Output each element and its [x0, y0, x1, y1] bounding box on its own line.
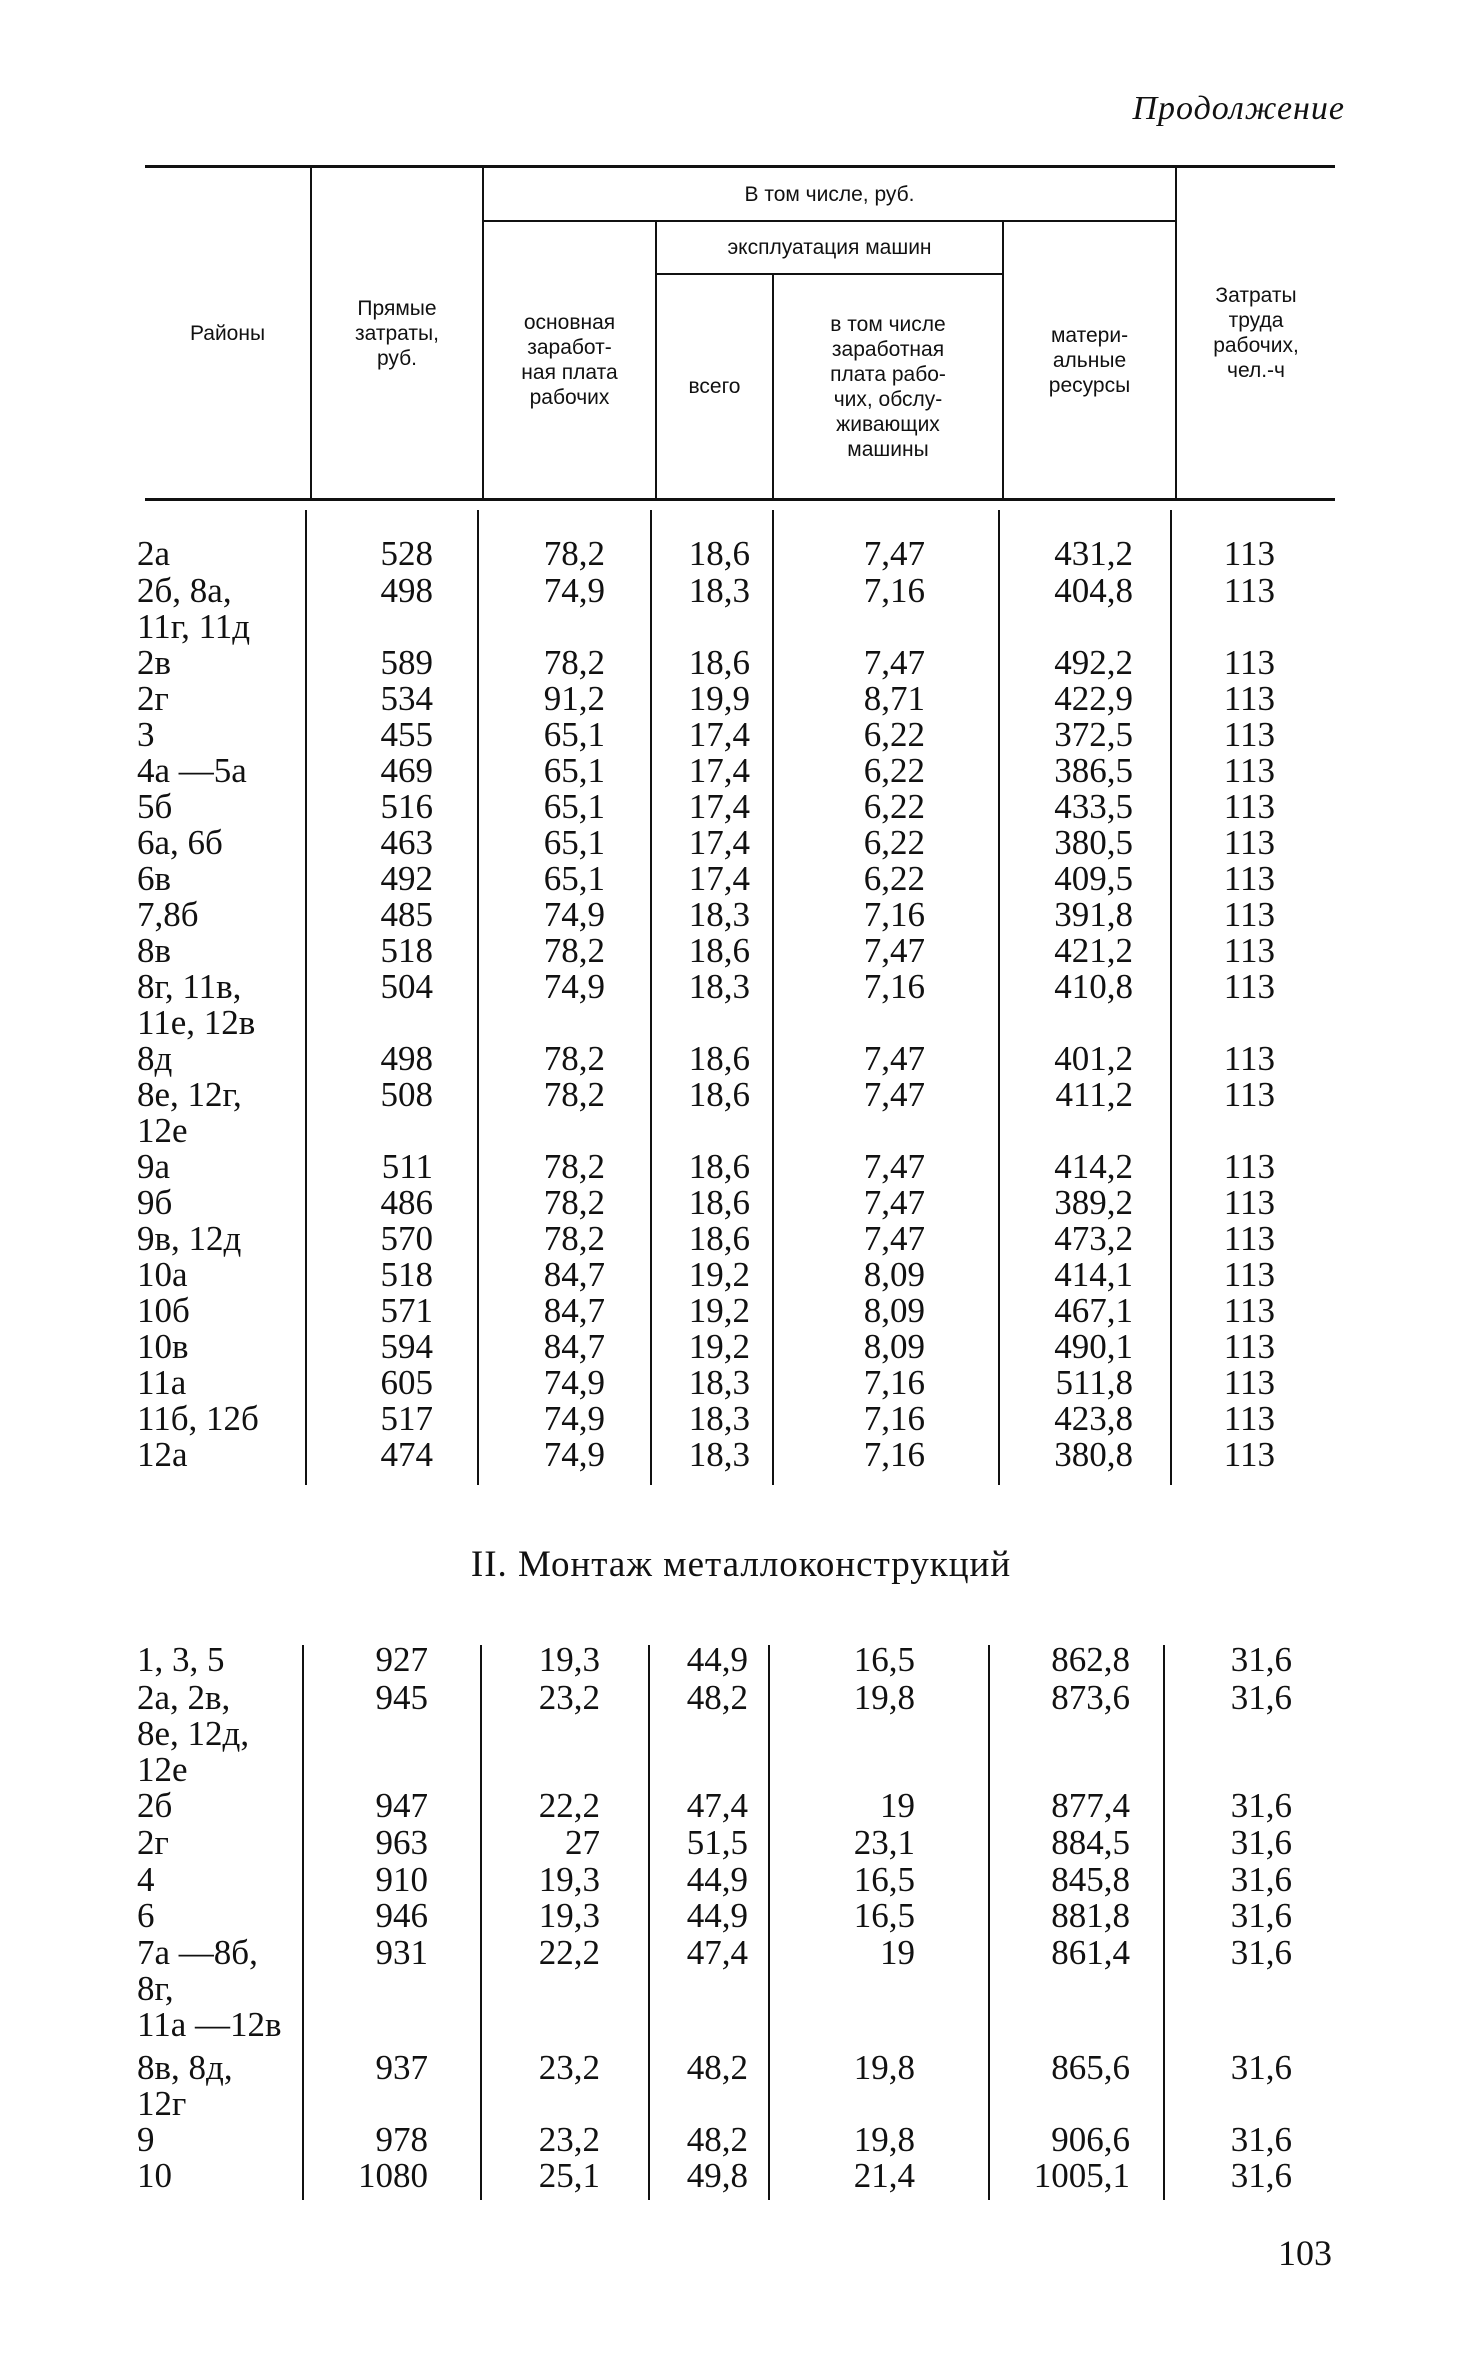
materials-cell: 386,5 — [1054, 751, 1133, 790]
materials-cell: 409,5 — [1054, 859, 1133, 898]
direct-costs-cell: 455 — [380, 715, 433, 754]
direct-costs-cell: 504 — [380, 967, 433, 1006]
materials-cell: 1005,1 — [1033, 2156, 1130, 2195]
district-cell: 8в — [137, 931, 172, 970]
column-divider — [998, 510, 1000, 1485]
column-divider — [772, 510, 774, 1485]
district-cell: 9а — [137, 1147, 171, 1186]
base-wages-cell: 65,1 — [543, 859, 605, 898]
direct-costs-cell: 498 — [380, 1039, 433, 1078]
labor-cell: 113 — [1223, 751, 1275, 790]
machines-total-cell: 47,4 — [686, 1786, 748, 1825]
direct-costs-cell: 474 — [380, 1435, 433, 1474]
direct-costs-cell: 534 — [380, 679, 433, 718]
machines-total-cell: 44,9 — [686, 1860, 748, 1899]
materials-cell: 881,8 — [1051, 1896, 1130, 1935]
machine-wages-cell: 7,16 — [863, 1435, 925, 1474]
base-wages-cell: 23,2 — [538, 2048, 600, 2087]
materials-cell: 877,4 — [1051, 1786, 1130, 1825]
column-divider — [1163, 1645, 1165, 2200]
direct-costs-cell: 517 — [380, 1399, 433, 1438]
machine-wages-cell: 7,47 — [863, 931, 925, 970]
district-cell: 8г, 11в, 11е, 12в — [137, 967, 256, 1042]
base-wages-cell: 78,2 — [543, 1147, 605, 1186]
base-wages-cell: 74,9 — [543, 895, 605, 934]
base-wages-cell: 84,7 — [543, 1255, 605, 1294]
district-cell: 2г — [137, 679, 169, 718]
machine-wages-cell: 16,5 — [853, 1896, 915, 1935]
materials-cell: 845,8 — [1051, 1860, 1130, 1899]
machines-total-cell: 48,2 — [686, 2048, 748, 2087]
machine-wages-cell: 7,16 — [863, 895, 925, 934]
materials-cell: 372,5 — [1054, 715, 1133, 754]
direct-costs-cell: 937 — [375, 2048, 428, 2087]
materials-cell: 906,6 — [1051, 2120, 1130, 2159]
machines-total-cell: 18,6 — [688, 643, 750, 682]
column-divider — [648, 1645, 650, 2200]
machine-wages-cell: 6,22 — [863, 787, 925, 826]
machine-wages-cell: 8,09 — [863, 1255, 925, 1294]
materials-cell: 884,5 — [1051, 1823, 1130, 1862]
district-cell: 4 — [137, 1860, 155, 1899]
labor-cell: 113 — [1223, 1075, 1275, 1114]
machine-wages-cell: 6,22 — [863, 715, 925, 754]
materials-cell: 492,2 — [1054, 643, 1133, 682]
machines-total-cell: 19,2 — [688, 1327, 750, 1366]
page-number: 103 — [1278, 2233, 1332, 2273]
district-cell: 7,8б — [137, 895, 199, 934]
machine-wages-cell: 19,8 — [853, 1678, 915, 1717]
base-wages-cell: 78,2 — [543, 1219, 605, 1258]
district-cell: 2в — [137, 643, 172, 682]
machine-wages-cell: 19,8 — [853, 2048, 915, 2087]
machine-wages-cell: 6,22 — [863, 751, 925, 790]
direct-costs-cell: 518 — [380, 1255, 433, 1294]
machines-total-cell: 49,8 — [686, 2156, 748, 2195]
labor-cell: 113 — [1223, 895, 1275, 934]
base-wages-cell: 78,2 — [543, 1183, 605, 1222]
column-divider — [305, 510, 307, 1485]
header-labor: Затраты труда рабочих, чел.-ч — [1213, 284, 1299, 382]
district-cell: 6в — [137, 859, 172, 898]
labor-cell: 113 — [1223, 1363, 1275, 1402]
direct-costs-cell: 594 — [380, 1327, 433, 1366]
direct-costs-cell: 910 — [375, 1860, 428, 1899]
labor-cell: 113 — [1223, 1147, 1275, 1186]
base-wages-cell: 65,1 — [543, 823, 605, 862]
machines-total-cell: 18,3 — [688, 967, 750, 1006]
materials-cell: 414,2 — [1054, 1147, 1133, 1186]
machines-total-cell: 18,6 — [688, 1075, 750, 1114]
direct-costs-cell: 1080 — [358, 2156, 428, 2195]
base-wages-cell: 65,1 — [543, 715, 605, 754]
district-cell: 7а —8б, 8г, 11а —12в — [137, 1933, 282, 2044]
direct-costs-cell: 931 — [375, 1933, 428, 1972]
machines-total-cell: 44,9 — [686, 1896, 748, 1935]
labor-cell: 31,6 — [1230, 1896, 1292, 1935]
header-bottom-rule — [145, 498, 1335, 501]
machine-wages-cell: 7,47 — [863, 1039, 925, 1078]
base-wages-cell: 84,7 — [543, 1291, 605, 1330]
district-cell: 10а — [137, 1255, 188, 1294]
labor-cell: 113 — [1223, 534, 1275, 573]
base-wages-cell: 65,1 — [543, 787, 605, 826]
labor-cell: 113 — [1223, 1291, 1275, 1330]
base-wages-cell: 78,2 — [543, 931, 605, 970]
materials-cell: 421,2 — [1054, 931, 1133, 970]
machine-wages-cell: 21,4 — [853, 2156, 915, 2195]
district-cell: 9б — [137, 1183, 173, 1222]
labor-cell: 113 — [1223, 967, 1275, 1006]
labor-cell: 113 — [1223, 1399, 1275, 1438]
machines-total-cell: 18,3 — [688, 895, 750, 934]
machine-wages-cell: 8,71 — [863, 679, 925, 718]
labor-cell: 31,6 — [1230, 1823, 1292, 1862]
machine-wages-cell: 19 — [880, 1933, 915, 1972]
base-wages-cell: 27 — [565, 1823, 600, 1862]
materials-cell: 389,2 — [1054, 1183, 1133, 1222]
machines-total-cell: 19,9 — [688, 679, 750, 718]
direct-costs-cell: 978 — [375, 2120, 428, 2159]
machines-total-cell: 47,4 — [686, 1933, 748, 1972]
machines-total-cell: 17,4 — [688, 859, 750, 898]
labor-cell: 113 — [1223, 1219, 1275, 1258]
header-operator-wages: в том числе заработная плата рабо- чих, обслу- живающих машины — [830, 312, 946, 461]
district-cell: 11б, 12б — [137, 1399, 259, 1438]
header-machine-total: всего — [688, 375, 741, 398]
labor-cell: 31,6 — [1230, 1860, 1292, 1899]
section-title: II. Монтаж металлоконструкций — [470, 1544, 1012, 1585]
labor-cell: 113 — [1223, 787, 1275, 826]
machine-wages-cell: 7,47 — [863, 1219, 925, 1258]
district-cell: 1, 3, 5 — [137, 1640, 225, 1679]
labor-cell: 113 — [1223, 823, 1275, 862]
base-wages-cell: 22,2 — [538, 1933, 600, 1972]
labor-cell: 31,6 — [1230, 1786, 1292, 1825]
materials-cell: 433,5 — [1054, 787, 1133, 826]
header-base-wages: основная заработ- ная плата рабочих — [521, 311, 618, 409]
labor-cell: 113 — [1223, 1327, 1275, 1366]
direct-costs-cell: 946 — [375, 1896, 428, 1935]
base-wages-cell: 78,2 — [543, 1075, 605, 1114]
materials-cell: 411,2 — [1055, 1075, 1133, 1114]
labor-cell: 113 — [1223, 859, 1275, 898]
district-cell: 6а, 6б — [137, 823, 223, 862]
machine-wages-cell: 7,16 — [863, 967, 925, 1006]
direct-costs-cell: 492 — [380, 859, 433, 898]
materials-cell: 414,1 — [1054, 1255, 1133, 1294]
machine-wages-cell: 16,5 — [853, 1860, 915, 1899]
district-cell: 11а — [137, 1363, 187, 1402]
district-cell: 2б, 8а, 11г, 11д — [137, 571, 251, 646]
direct-costs-cell: 508 — [380, 1075, 433, 1114]
materials-cell: 865,6 — [1051, 2048, 1130, 2087]
district-cell: 10в — [137, 1327, 189, 1366]
direct-costs-cell: 963 — [375, 1823, 428, 1862]
machine-wages-cell: 7,47 — [863, 1183, 925, 1222]
base-wages-cell: 74,9 — [543, 967, 605, 1006]
district-cell: 5б — [137, 787, 173, 826]
base-wages-cell: 65,1 — [543, 751, 605, 790]
labor-cell: 113 — [1223, 1435, 1275, 1474]
machines-total-cell: 51,5 — [686, 1823, 748, 1862]
district-cell: 6 — [137, 1896, 155, 1935]
materials-cell: 473,2 — [1054, 1219, 1133, 1258]
materials-cell: 380,5 — [1054, 823, 1133, 862]
base-wages-cell: 78,2 — [543, 1039, 605, 1078]
labor-cell: 113 — [1223, 715, 1275, 754]
machines-total-cell: 48,2 — [686, 1678, 748, 1717]
machine-wages-cell: 7,16 — [863, 571, 925, 610]
district-cell: 2г — [137, 1823, 169, 1862]
base-wages-cell: 74,9 — [543, 571, 605, 610]
labor-cell: 31,6 — [1230, 1678, 1292, 1717]
district-cell: 10 — [137, 2156, 172, 2195]
district-cell: 9в, 12д — [137, 1219, 242, 1258]
base-wages-cell: 78,2 — [543, 643, 605, 682]
machine-wages-cell: 19 — [880, 1786, 915, 1825]
materials-cell: 511,8 — [1055, 1363, 1133, 1402]
machine-wages-cell: 7,47 — [863, 534, 925, 573]
direct-costs-cell: 516 — [380, 787, 433, 826]
direct-costs-cell: 518 — [380, 931, 433, 970]
continuation-label: Продолжение — [1132, 90, 1345, 127]
labor-cell: 113 — [1223, 571, 1275, 610]
labor-cell: 31,6 — [1230, 1640, 1292, 1679]
header-including: В том числе, руб. — [744, 182, 915, 206]
materials-cell: 391,8 — [1054, 895, 1133, 934]
machine-wages-cell: 7,47 — [863, 1075, 925, 1114]
machines-total-cell: 19,2 — [688, 1291, 750, 1330]
base-wages-cell: 84,7 — [543, 1327, 605, 1366]
machines-total-cell: 44,9 — [686, 1640, 748, 1679]
labor-cell: 113 — [1223, 643, 1275, 682]
district-cell: 2а — [137, 534, 171, 573]
machines-total-cell: 17,4 — [688, 751, 750, 790]
base-wages-cell: 23,2 — [538, 2120, 600, 2159]
direct-costs-cell: 511 — [381, 1147, 433, 1186]
district-cell: 10б — [137, 1291, 190, 1330]
machines-total-cell: 17,4 — [688, 715, 750, 754]
direct-costs-cell: 463 — [380, 823, 433, 862]
direct-costs-cell: 528 — [380, 534, 433, 573]
machines-total-cell: 17,4 — [688, 823, 750, 862]
materials-cell: 410,8 — [1054, 967, 1133, 1006]
machine-wages-cell: 19,8 — [853, 2120, 915, 2159]
direct-costs-cell: 927 — [375, 1640, 428, 1679]
column-divider — [1170, 510, 1172, 1485]
materials-cell: 423,8 — [1054, 1399, 1133, 1438]
direct-costs-cell: 498 — [380, 571, 433, 610]
direct-costs-cell: 945 — [375, 1678, 428, 1717]
base-wages-cell: 19,3 — [538, 1896, 600, 1935]
labor-cell: 113 — [1223, 679, 1275, 718]
district-cell: 2б — [137, 1786, 173, 1825]
materials-cell: 490,1 — [1054, 1327, 1133, 1366]
labor-cell: 113 — [1223, 1255, 1275, 1294]
machine-wages-cell: 6,22 — [863, 859, 925, 898]
base-wages-cell: 19,3 — [538, 1640, 600, 1679]
machines-total-cell: 17,4 — [688, 787, 750, 826]
header-materials: матери- альные ресурсы — [1048, 323, 1131, 397]
materials-cell: 422,9 — [1054, 679, 1133, 718]
base-wages-cell: 74,9 — [543, 1363, 605, 1402]
materials-cell: 401,2 — [1054, 1039, 1133, 1078]
machine-wages-cell: 23,1 — [853, 1823, 915, 1862]
district-cell: 2а, 2в, 8е, 12д, 12е — [137, 1678, 250, 1789]
base-wages-cell: 22,2 — [538, 1786, 600, 1825]
labor-cell: 31,6 — [1230, 1933, 1292, 1972]
district-cell: 8е, 12г, 12е — [137, 1075, 242, 1150]
labor-cell: 113 — [1223, 1039, 1275, 1078]
materials-cell: 862,8 — [1051, 1640, 1130, 1679]
labor-cell: 31,6 — [1230, 2120, 1292, 2159]
base-wages-cell: 78,2 — [543, 534, 605, 573]
column-divider — [480, 1645, 482, 2200]
machines-total-cell: 19,2 — [688, 1255, 750, 1294]
district-cell: 4а —5а — [137, 751, 247, 790]
machine-wages-cell: 6,22 — [863, 823, 925, 862]
labor-cell: 113 — [1223, 1183, 1275, 1222]
header-district: Районы — [189, 321, 266, 345]
column-divider — [768, 1645, 770, 2200]
district-cell: 9 — [137, 2120, 155, 2159]
machines-total-cell: 18,6 — [688, 1219, 750, 1258]
labor-cell: 113 — [1223, 931, 1275, 970]
direct-costs-cell: 589 — [380, 643, 433, 682]
machine-wages-cell: 8,09 — [863, 1327, 925, 1366]
column-divider — [477, 510, 479, 1485]
header-machine-operation: эксплуатация машин — [727, 236, 932, 259]
machine-wages-cell: 16,5 — [853, 1640, 915, 1679]
machines-total-cell: 18,3 — [688, 1435, 750, 1474]
district-cell: 3 — [137, 715, 155, 754]
district-cell: 8в, 8д, 12г — [137, 2048, 233, 2123]
materials-cell: 861,4 — [1051, 1933, 1130, 1972]
machines-total-cell: 18,3 — [688, 1399, 750, 1438]
column-divider — [302, 1645, 304, 2200]
direct-costs-cell: 571 — [380, 1291, 433, 1330]
machines-total-cell: 18,6 — [688, 534, 750, 573]
base-wages-cell: 91,2 — [543, 679, 605, 718]
direct-costs-cell: 570 — [380, 1219, 433, 1258]
base-wages-cell: 23,2 — [538, 1678, 600, 1717]
direct-costs-cell: 947 — [375, 1786, 428, 1825]
header-direct-costs: Прямые затраты, руб. — [355, 296, 439, 370]
direct-costs-cell: 469 — [380, 751, 433, 790]
machines-total-cell: 18,3 — [688, 571, 750, 610]
direct-costs-cell: 605 — [380, 1363, 433, 1402]
machine-wages-cell: 7,16 — [863, 1363, 925, 1402]
machines-total-cell: 18,6 — [688, 1183, 750, 1222]
materials-cell: 404,8 — [1054, 571, 1133, 610]
machine-wages-cell: 8,09 — [863, 1291, 925, 1330]
labor-cell: 31,6 — [1230, 2048, 1292, 2087]
base-wages-cell: 74,9 — [543, 1435, 605, 1474]
district-cell: 12а — [137, 1435, 188, 1474]
machines-total-cell: 18,6 — [688, 1147, 750, 1186]
machines-total-cell: 18,6 — [688, 1039, 750, 1078]
base-wages-cell: 25,1 — [538, 2156, 600, 2195]
column-divider — [650, 510, 652, 1485]
column-divider — [988, 1645, 990, 2200]
machines-total-cell: 18,6 — [688, 931, 750, 970]
machine-wages-cell: 7,47 — [863, 643, 925, 682]
direct-costs-cell: 486 — [380, 1183, 433, 1222]
materials-cell: 467,1 — [1054, 1291, 1133, 1330]
machine-wages-cell: 7,47 — [863, 1147, 925, 1186]
base-wages-cell: 19,3 — [538, 1860, 600, 1899]
machines-total-cell: 48,2 — [686, 2120, 748, 2159]
materials-cell: 873,6 — [1051, 1678, 1130, 1717]
direct-costs-cell: 485 — [380, 895, 433, 934]
district-cell: 8д — [137, 1039, 173, 1078]
machines-total-cell: 18,3 — [688, 1363, 750, 1402]
base-wages-cell: 74,9 — [543, 1399, 605, 1438]
machine-wages-cell: 7,16 — [863, 1399, 925, 1438]
materials-cell: 380,8 — [1054, 1435, 1133, 1474]
materials-cell: 431,2 — [1054, 534, 1133, 573]
labor-cell: 31,6 — [1230, 2156, 1292, 2195]
